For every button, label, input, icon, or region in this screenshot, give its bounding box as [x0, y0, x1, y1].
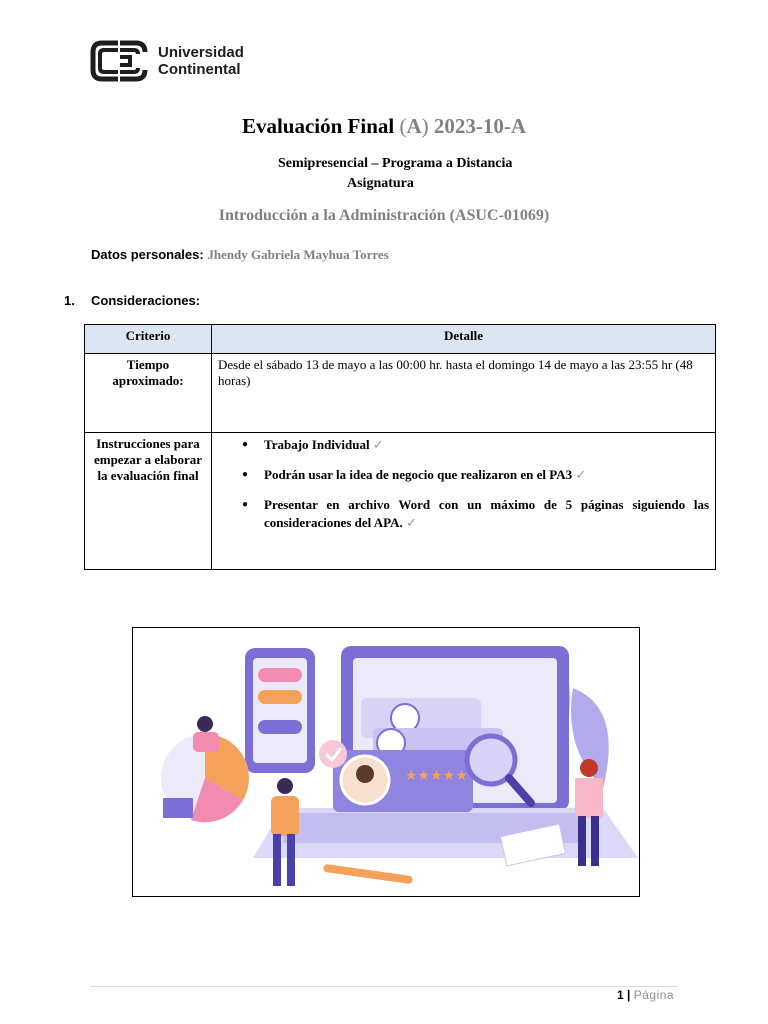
university-logo: [90, 40, 244, 82]
check-icon: ✓: [372, 437, 384, 452]
title-text: Evaluación Final: [241, 114, 400, 138]
instructions-list: [218, 436, 709, 532]
section-title: Consideraciones:: [91, 293, 201, 308]
document-title: [0, 114, 768, 139]
criterio-cell: Tiempo aproximado:: [85, 354, 212, 433]
header-criterio: Criterio: [85, 325, 212, 354]
table-row: [85, 354, 716, 433]
check-icon: ✓: [575, 467, 587, 482]
list-item: [264, 436, 709, 454]
modality-subtitle: Semipresencial – Programa a Distancia: [278, 156, 513, 171]
personal-data-label: Datos personales:: [91, 247, 204, 262]
criterio-cell: Instrucciones para empezar a elaborar la evaluación final: [85, 433, 212, 570]
university-name: [158, 44, 244, 78]
check-icon: ✓: [406, 515, 417, 530]
illustration-graphic: [133, 628, 639, 896]
footer-divider: [90, 986, 678, 987]
considerations-table: [84, 324, 716, 570]
title-paren-open: (: [399, 114, 407, 138]
logo-line-1: Universidad: [158, 44, 244, 61]
page-footer: [617, 988, 674, 1002]
page-label: Página: [633, 988, 675, 1002]
section-heading: [64, 293, 200, 308]
course-name: Introducción a la Administración (ASUC-01069): [218, 207, 550, 224]
svg-text:★★★★★: ★★★★★: [405, 768, 468, 784]
logo-line-2: Continental: [158, 61, 241, 78]
list-item: [264, 466, 709, 484]
list-item: [264, 496, 709, 532]
university-logo-icon: [90, 40, 150, 82]
personal-data: [91, 247, 389, 263]
detalle-cell: [212, 433, 716, 570]
instruction-text: Presentar en archivo Word con un máximo de 5 páginas siguiendo las consideraciones del APA.: [264, 497, 709, 530]
section-number: 1.: [64, 293, 75, 308]
detalle-cell: Desde el sábado 13 de mayo a las 00:00 hr. hasta el domingo 14 de mayo a las 23:55 hr (48 horas): [212, 354, 716, 433]
student-name: Jhendy Gabriela Mayhua Torres: [207, 247, 389, 262]
online-evaluation-illustration: [132, 627, 640, 897]
footer-separator: |: [627, 988, 631, 1002]
table-row: [85, 433, 716, 570]
table-header-row: [85, 325, 716, 354]
title-letter: A: [406, 114, 422, 138]
title-paren-close: ): [421, 114, 429, 138]
header-detalle: Detalle: [212, 325, 716, 354]
asignatura-label: Asignatura: [347, 176, 414, 191]
title-code: 2023-10-A: [433, 114, 527, 138]
instruction-text: Trabajo Individual: [264, 437, 370, 452]
instruction-text: Podrán usar la idea de negocio que realizaron en el PA3: [264, 467, 573, 482]
page-number: 1: [617, 988, 624, 1002]
